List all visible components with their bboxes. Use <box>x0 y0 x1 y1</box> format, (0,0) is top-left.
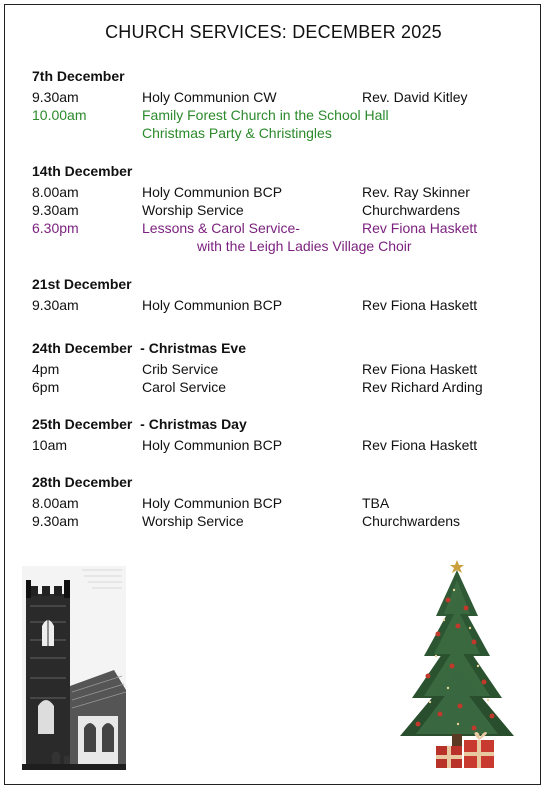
service-row <box>32 106 532 124</box>
service-row <box>32 436 532 454</box>
service-name: Crib Service <box>142 361 219 377</box>
day-heading: 14th December <box>32 163 133 179</box>
day-heading: 28th December <box>32 474 133 490</box>
service-leader: Rev Fiona Haskett <box>362 297 478 313</box>
service-time: 9.30am <box>32 202 79 218</box>
service-leader: Rev. David Kitley <box>362 89 468 105</box>
day-heading: 24th December - Christmas Eve <box>32 340 246 356</box>
service-name: Holy Communion CW <box>142 89 277 105</box>
service-name: Holy Communion BCP <box>142 495 283 511</box>
service-day-28th <box>32 473 532 530</box>
service-row <box>32 360 532 378</box>
service-row <box>32 494 532 512</box>
service-day-24th <box>32 339 532 396</box>
service-row <box>32 378 532 396</box>
service-name: Lessons & Carol Service- <box>142 220 300 236</box>
service-time: 6.30pm <box>32 220 79 236</box>
service-time: 9.30am <box>32 297 79 313</box>
service-time: 8.00am <box>32 184 79 200</box>
service-time: 4pm <box>32 361 60 377</box>
service-time: 10.00am <box>32 107 87 123</box>
service-day-14th <box>32 162 532 255</box>
service-leader: Rev Fiona Haskett <box>362 437 478 453</box>
service-time: 6pm <box>32 379 60 395</box>
day-heading: 7th December <box>32 68 125 84</box>
service-name: Worship Service <box>142 513 244 529</box>
service-leader: TBA <box>362 495 390 511</box>
service-row <box>32 512 532 530</box>
service-leader: Rev. Ray Skinner <box>362 184 470 200</box>
service-name: Holy Communion BCP <box>142 437 283 453</box>
service-row <box>32 201 532 219</box>
day-heading: 21st December <box>32 276 132 292</box>
service-name: Family Forest Church in the School Hall <box>142 107 389 123</box>
service-leader: Churchwardens <box>362 202 461 218</box>
service-row <box>32 219 532 237</box>
page-title: CHURCH SERVICES: DECEMBER 2025 <box>105 22 442 42</box>
service-time: 9.30am <box>32 513 79 529</box>
service-name: Holy Communion BCP <box>142 184 283 200</box>
service-row <box>32 296 532 314</box>
service-name: Worship Service <box>142 202 244 218</box>
christmas-tree-illustration <box>388 556 526 772</box>
service-time: 10am <box>32 437 68 453</box>
service-day-7th <box>32 67 532 142</box>
service-day-21st <box>32 275 532 314</box>
service-leader: Rev Richard Arding <box>362 379 483 395</box>
service-leader: Rev Fiona Haskett <box>362 220 478 236</box>
service-leader: Churchwardens <box>362 513 461 529</box>
service-name: Carol Service <box>142 379 227 395</box>
service-time: 9.30am <box>32 89 79 105</box>
church-tower-sketch <box>22 566 126 770</box>
service-row <box>32 88 532 106</box>
day-heading: 25th December - Christmas Day <box>32 416 247 432</box>
service-day-25th <box>32 415 532 454</box>
service-name: Holy Communion BCP <box>142 297 283 313</box>
service-time: 8.00am <box>32 495 79 511</box>
service-leader: Rev Fiona Haskett <box>362 361 478 377</box>
service-continuation: with the Leigh Ladies Village Choir <box>197 238 412 254</box>
service-continuation: Christmas Party & Christingles <box>142 125 332 141</box>
service-row <box>32 183 532 201</box>
